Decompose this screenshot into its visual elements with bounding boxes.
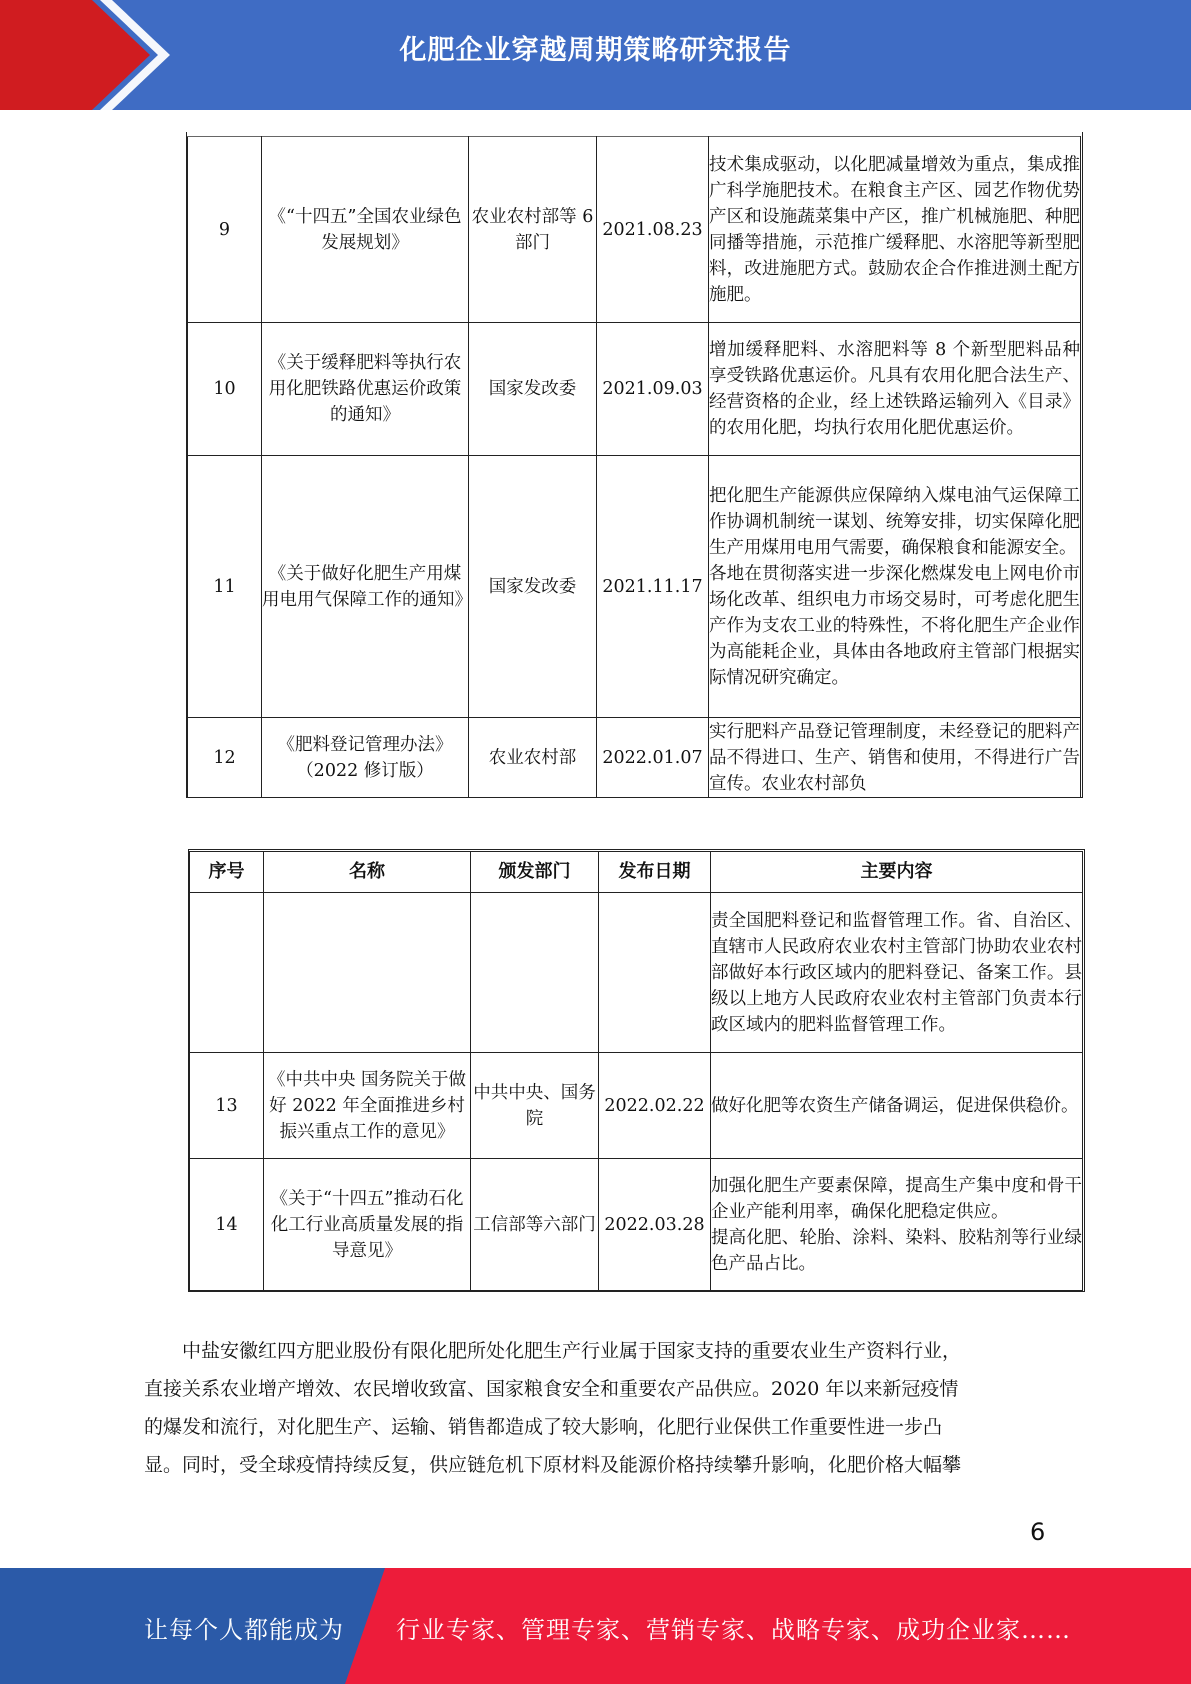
main-content: 责全国肥料登记和监督管理工作。省、自治区、直辖市人民政府农业农村主管部门协助农业农村部做好本行政区域内的肥料登记、备案工作。县级以上地方人民政府农业农村主管部门负责本行政区域内的肥料监督管理工作。 bbox=[711, 893, 1083, 1053]
content-paragraph: 各地在贯彻落实进一步深化燃煤发电上网电价市场化改革、组织电力市场交易时，可考虑化肥生产作为支农工业的特殊性，不将化肥生产企业作为高能耗企业，具体由各地政府主管部门根据实际情况研究确定。 bbox=[709, 563, 1080, 688]
policy-name: 《关于做好化肥生产用煤用电用气保障工作的通知》 bbox=[262, 456, 469, 718]
publish-date: 2022.01.07 bbox=[597, 718, 709, 798]
paragraph-line: 直接关系农业增产增效、农民增收致富、国家粮食安全和重要农产品供应。2020 年以来新冠疫情 bbox=[144, 1378, 959, 1400]
header-number: 序号 bbox=[190, 852, 264, 893]
issuing-dept: 国家发改委 bbox=[469, 456, 597, 718]
paragraph-line: 中盐安徽红四方肥业股份有限化肥所处化肥生产行业属于国家支持的重要农业生产资料行业， bbox=[182, 1340, 962, 1362]
row-number: 11 bbox=[188, 456, 262, 718]
issuing-dept: 国家发改委 bbox=[469, 323, 597, 456]
table-row bbox=[190, 1159, 1083, 1291]
publish-date: 2022.02.22 bbox=[599, 1053, 711, 1159]
main-content bbox=[711, 1159, 1083, 1291]
policy-name: 《关于缓释肥料等执行农用化肥铁路优惠运价政策的通知》 bbox=[262, 323, 469, 456]
policy-table-continued bbox=[187, 136, 1081, 798]
content-paragraph: 把化肥生产能源供应保障纳入煤电油气运保障工作协调机制统一谋划、统筹安排，切实保障化肥生产用煤用电用气需要，确保粮食和能源安全。 bbox=[709, 485, 1080, 558]
paragraph-line: 显。同时，受全球疫情持续反复，供应链危机下原材料及能源价格持续攀升影响，化肥价格大幅攀 bbox=[144, 1454, 962, 1476]
publish-date: 2021.09.03 bbox=[597, 323, 709, 456]
header-date: 发布日期 bbox=[599, 852, 711, 893]
publish-date: 2021.11.17 bbox=[597, 456, 709, 718]
row-number bbox=[190, 893, 264, 1053]
policy-table bbox=[189, 851, 1083, 1291]
header-dept: 颁发部门 bbox=[471, 852, 599, 893]
content-paragraph: 加强化肥生产要素保障，提高生产集中度和骨干企业产能利用率，确保化肥稳定供应。 bbox=[711, 1175, 1082, 1222]
content-paragraph: 提高化肥、轮胎、涂料、染料、胶粘剂等行业绿色产品占比。 bbox=[711, 1227, 1082, 1274]
body-paragraph bbox=[144, 1332, 1044, 1484]
page-header bbox=[0, 0, 1191, 110]
issuing-dept: 农业农村部等 6 部门 bbox=[469, 137, 597, 323]
publish-date: 2021.08.23 bbox=[597, 137, 709, 323]
header-name: 名称 bbox=[264, 852, 471, 893]
row-number: 13 bbox=[190, 1053, 264, 1159]
policy-name: 《“十四五”全国农业绿色发展规划》 bbox=[262, 137, 469, 323]
row-number: 14 bbox=[190, 1159, 264, 1291]
issuing-dept: 中共中央、国务院 bbox=[471, 1053, 599, 1159]
table-row bbox=[188, 137, 1081, 323]
table-header-row bbox=[190, 852, 1083, 893]
row-number: 9 bbox=[188, 137, 262, 323]
row-number: 10 bbox=[188, 323, 262, 456]
row-number: 12 bbox=[188, 718, 262, 798]
page-number: 6 bbox=[1030, 1518, 1046, 1546]
issuing-dept: 农业农村部 bbox=[469, 718, 597, 798]
issuing-dept bbox=[471, 893, 599, 1053]
table-row bbox=[188, 323, 1081, 456]
policy-name bbox=[264, 893, 471, 1053]
main-content: 增加缓释肥料、水溶肥料等 8 个新型肥料品种享受铁路优惠运价。凡具有农用化肥合法生产、经营资格的企业，经上述铁路运输列入《目录》的农用化肥，均执行农用化肥优惠运价。 bbox=[709, 323, 1081, 456]
table-row bbox=[190, 1053, 1083, 1159]
main-content bbox=[709, 456, 1081, 718]
policy-name: 《肥料登记管理办法》（2022 修订版） bbox=[262, 718, 469, 798]
page-footer bbox=[0, 1568, 1191, 1684]
policy-name: 《中共中央 国务院关于做好 2022 年全面推进乡村振兴重点工作的意见》 bbox=[264, 1053, 471, 1159]
issuing-dept: 工信部等六部门 bbox=[471, 1159, 599, 1291]
footer-slogan-left: 让每个人都能成为 bbox=[144, 1616, 344, 1644]
table-row bbox=[188, 718, 1081, 798]
header-title: 化肥企业穿越周期策略研究报告 bbox=[399, 35, 792, 66]
main-content: 做好化肥等农资生产储备调运，促进保供稳价。 bbox=[711, 1053, 1083, 1159]
policy-name: 《关于“十四五”推动石化化工行业高质量发展的指导意见》 bbox=[264, 1159, 471, 1291]
header-content: 主要内容 bbox=[711, 852, 1083, 893]
table-row bbox=[188, 456, 1081, 718]
main-content: 技术集成驱动，以化肥减量增效为重点，集成推广科学施肥技术。在粮食主产区、园艺作物优势产区和设施蔬菜集中产区，推广机械施肥、种肥同播等措施，示范推广缓释肥、水溶肥等新型肥料，改进施肥方式。鼓励农企合作推进测土配方施肥。 bbox=[709, 137, 1081, 323]
footer-slogan-right: 行业专家、管理专家、营销专家、战略专家、成功企业家…… bbox=[396, 1616, 1071, 1644]
publish-date bbox=[599, 893, 711, 1053]
main-content: 实行肥料产品登记管理制度，未经登记的肥料产品不得进口、生产、销售和使用，不得进行广告宣传。农业农村部负 bbox=[709, 718, 1081, 798]
paragraph-line: 的爆发和流行，对化肥生产、运输、销售都造成了较大影响，化肥行业保供工作重要性进一步凸 bbox=[144, 1416, 943, 1438]
table-row bbox=[190, 893, 1083, 1053]
publish-date: 2022.03.28 bbox=[599, 1159, 711, 1291]
